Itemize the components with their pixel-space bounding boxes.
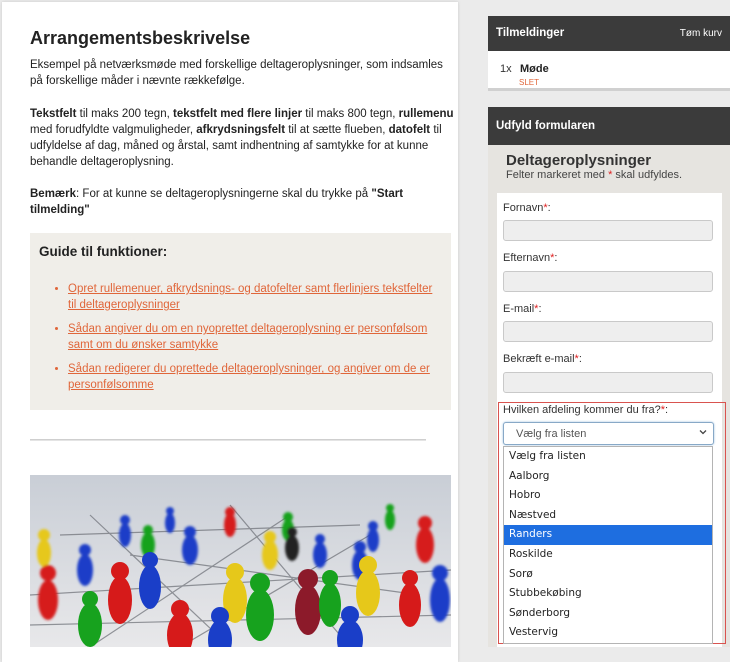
department-option[interactable]: Vælg fra listen: [509, 450, 586, 462]
guide-link[interactable]: Opret rullemenuer, afkrydsnings- og datofelter samt flerlinjers tekstfelter til deltageroplysninger: [68, 283, 433, 311]
required-note: Felter markeret med * skal udfyldes.: [506, 169, 683, 181]
delete-item-button[interactable]: SLET: [519, 78, 540, 87]
department-select[interactable]: [503, 422, 714, 445]
intro-text: Eksempel på netværksmøde med forskellige deltageroplysninger, som indsamles på forskellige måder i nævnte rækkefølge.: [30, 59, 443, 87]
last-name-label: Efternavn*:: [503, 252, 558, 264]
item-name: Møde: [520, 63, 549, 75]
last-name-input[interactable]: [503, 271, 713, 292]
registrations-title: Tilmeldinger: [496, 27, 565, 39]
form-title: Udfyld formularen: [496, 120, 596, 132]
department-option[interactable]: Hobro: [509, 489, 541, 502]
guide-item: [68, 361, 442, 393]
guide-item: [68, 321, 442, 353]
department-dropdown-list: [503, 446, 713, 644]
form-header: [488, 107, 730, 145]
department-select-value: Vælg fra listen: [516, 428, 587, 440]
first-name-label: Fornavn*:: [503, 202, 551, 214]
item-quantity: 1x: [500, 63, 512, 75]
guide-list: [39, 281, 442, 401]
registrations-header: [488, 16, 730, 51]
confirm-email-label: Bekræft e-mail*:: [503, 353, 582, 365]
guide-link[interactable]: Sådan redigerer du oprettede deltageroplysninger, og angiver om de er personfølsomme: [68, 363, 430, 391]
fields-text: Tekstfelt til maks 200 tegn, tekstfelt med flere linjer til maks 800 tegn, rullemenu med forudfyldte valgmuligheder, afkrydsningsfelt til at sætte flueben, datofelt til udfyldelse af dag, måned og årstal, samt indhentning af samtykke for at kunne behandle deltageroplysning.: [30, 108, 454, 168]
guide-item: [68, 281, 442, 313]
first-name-input[interactable]: [503, 220, 713, 241]
department-option[interactable]: Stubbekøbing: [509, 587, 582, 600]
guide-box: [30, 233, 451, 410]
guide-link[interactable]: Sådan angiver du om en nyoprettet deltageroplysning er personfølsom samt om du ønsker samtykke: [68, 323, 428, 351]
divider: [30, 439, 426, 441]
department-option-highlighted[interactable]: Randers: [504, 525, 712, 545]
email-input[interactable]: [503, 321, 713, 342]
department-option[interactable]: Næstved: [509, 508, 557, 521]
department-option[interactable]: Sorø: [509, 567, 533, 580]
participant-info-title: Deltageroplysninger: [506, 152, 652, 169]
department-label: Hvilken afdeling kommer du fra?*:: [503, 404, 669, 416]
guide-title: Guide til funktioner:: [39, 244, 168, 259]
chevron-down-icon: [698, 427, 708, 437]
department-option[interactable]: Roskilde: [509, 547, 553, 560]
confirm-email-input[interactable]: [503, 372, 713, 393]
department-option[interactable]: Sønderborg: [509, 606, 571, 619]
board-game-pieces-image: [30, 475, 451, 647]
email-label: E-mail*:: [503, 303, 542, 315]
note-text: Bemærk: For at kunne se deltageroplysningerne skal du trykke på "Start tilmelding": [30, 188, 404, 216]
department-option[interactable]: Aalborg: [509, 469, 550, 482]
department-option[interactable]: Vestervig: [509, 626, 558, 639]
description-title: Arrangementsbeskrivelse: [30, 28, 251, 48]
cart-item: [488, 51, 730, 91]
empty-cart-button[interactable]: Tøm kurv: [679, 28, 722, 39]
